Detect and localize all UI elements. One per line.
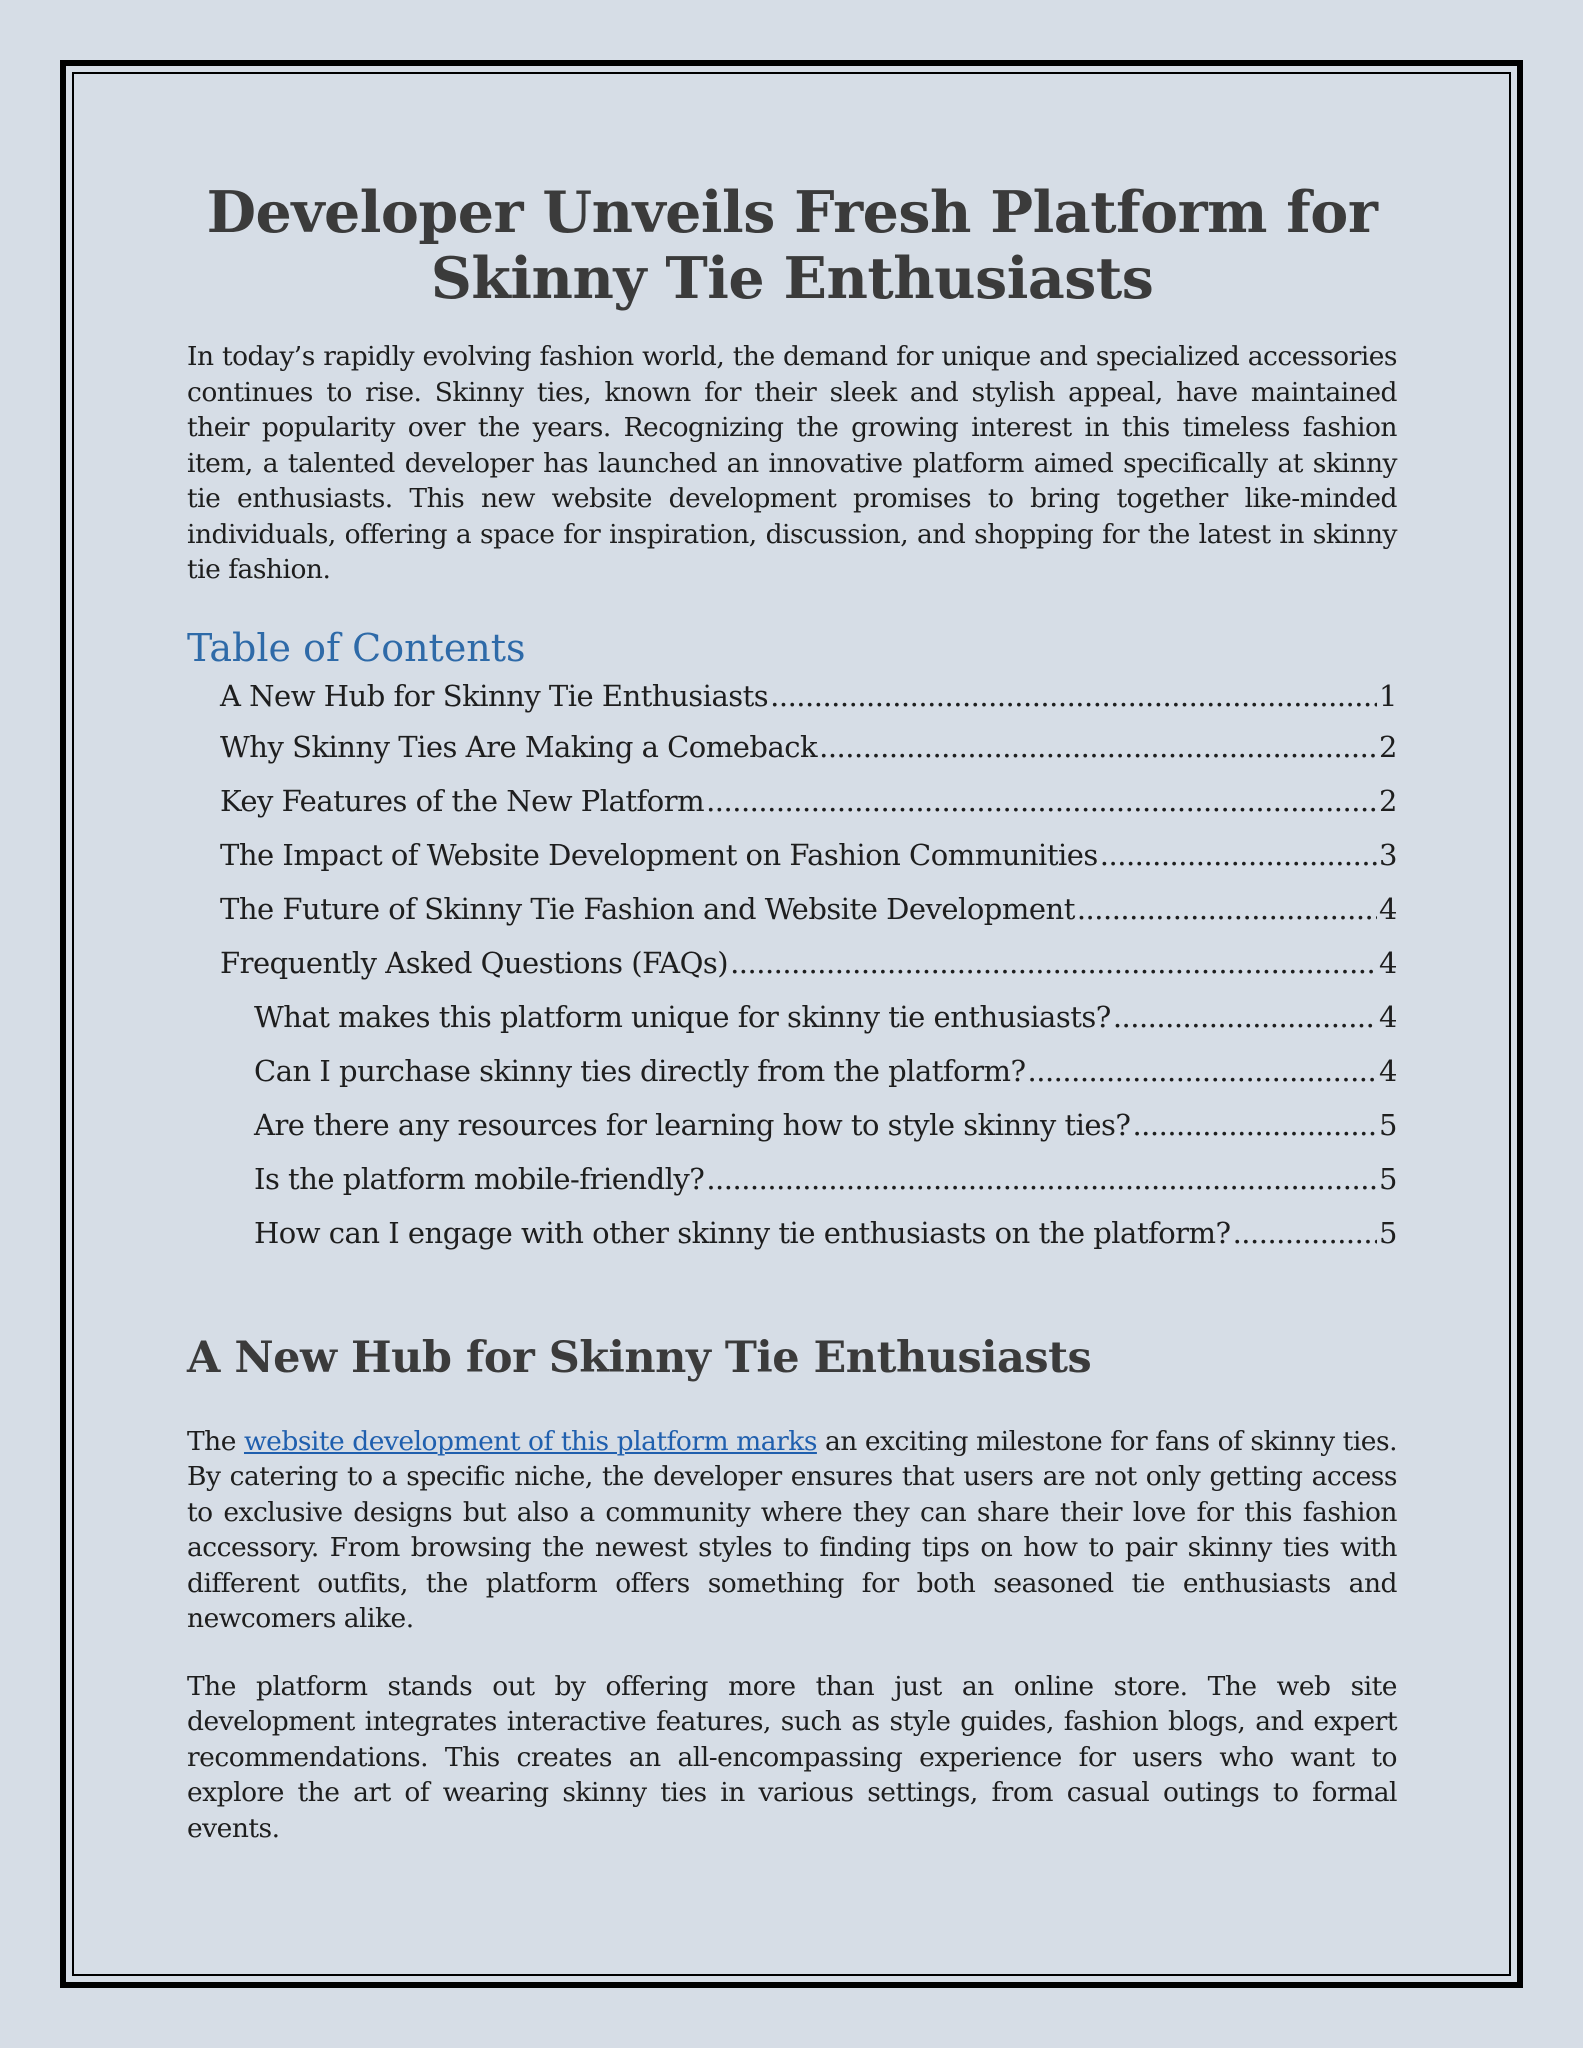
toc-dot-leader (706, 1152, 1377, 1206)
toc-page-number: 4 (1379, 945, 1397, 980)
toc-page-number: 2 (1379, 783, 1397, 818)
toc-entry-text: Key Features of the New Platform (220, 783, 705, 818)
toc-entry[interactable] (187, 774, 1397, 828)
toc-dot-leader (1113, 990, 1377, 1044)
toc-dot-leader (770, 672, 1377, 720)
toc-page-number: 5 (1379, 1215, 1397, 1250)
toc-heading: Table of Contents (187, 625, 526, 670)
toc-entry[interactable] (187, 882, 1397, 936)
table-of-contents (187, 672, 1397, 1260)
section-paragraph (187, 1424, 1397, 1637)
toc-entry[interactable] (187, 672, 1397, 720)
toc-page-number: 3 (1379, 837, 1397, 872)
section-paragraph: The platform stands out by offering more than just an online store. The web site development integrates interactive features, such as style guides, fashion blogs, and expert recommendations. This creates an all-encompassing experience for users who want to explore the art of wearing skinny ties in various settings, from casual outings to formal events. (187, 1670, 1397, 1844)
toc-entry-text: Are there any resources for learning how to style skinny ties? (254, 1107, 1131, 1142)
toc-dot-leader (1077, 882, 1377, 936)
toc-page-number: 5 (1379, 1107, 1397, 1142)
toc-page-number: 4 (1379, 999, 1397, 1034)
paragraph-text: an exciting milestone for fans of skinny ties. By catering to a specific niche, the developer ensures that users are not only getting access to exclusive designs but also a community where they can share their love for this fashion accessory. From browsing the newest styles to finding tips on how to pair skinny ties with different outfits, the platform offers something for both seasoned tie enthusiasts and newcomers alike. (187, 1425, 1397, 1635)
intro-paragraph: In today’s rapidly evolving fashion world, the demand for unique and specialized accessories continues to rise. Skinny ties, known for their sleek and stylish appeal, have maintained their popularity over the years. Recognizing the growing interest in this timeless fashion item, a talented developer has launched an innovative platform aimed specifically at skinny tie enthusiasts. This new website development promises to bring together like-minded individuals, offering a space for inspiration, discussion, and shopping for the latest in skinny tie fashion. (187, 341, 1397, 586)
toc-entry-text: How can I engage with other skinny tie enthusiasts on the platform? (254, 1215, 1231, 1250)
toc-entry-text: Can I purchase skinny ties directly from the platform? (254, 1053, 1026, 1088)
toc-dot-leader (1132, 1098, 1377, 1152)
toc-entry-text: Why Skinny Ties Are Making a Comeback (220, 729, 818, 764)
toc-page-number: 2 (1379, 729, 1397, 764)
website-development-link[interactable]: website development of this platform marks (243, 1425, 817, 1457)
toc-subentry[interactable] (187, 1044, 1397, 1098)
toc-subentry[interactable] (187, 1152, 1397, 1206)
toc-dot-leader (706, 774, 1377, 828)
toc-entry[interactable] (187, 936, 1397, 990)
toc-entry-text: What makes this platform unique for skinny tie enthusiasts? (254, 999, 1111, 1034)
section-heading: A New Hub for Skinny Tie Enthusiasts (187, 1332, 1092, 1383)
toc-entry-text: The Impact of Website Development on Fashion Communities (220, 837, 1098, 872)
paragraph-text: The (187, 1425, 244, 1457)
toc-dot-leader (1100, 828, 1377, 882)
toc-entry-text: A New Hub for Skinny Tie Enthusiasts (220, 678, 769, 713)
toc-dot-leader (1028, 1044, 1378, 1098)
toc-dot-leader (1233, 1206, 1377, 1260)
toc-subentry[interactable] (187, 990, 1397, 1044)
toc-entry-text: The Future of Skinny Tie Fashion and Website Development (220, 891, 1075, 926)
toc-dot-leader (730, 936, 1377, 990)
document-body (187, 180, 1397, 1846)
toc-entry[interactable] (187, 828, 1397, 882)
toc-page-number: 5 (1379, 1161, 1397, 1196)
toc-entry-text: Frequently Asked Questions (FAQs) (220, 945, 729, 980)
toc-page-number: 1 (1379, 678, 1397, 713)
toc-page-number: 4 (1379, 891, 1397, 926)
document-title: Developer Unveils Fresh Platform for Skinny Tie Enthusiasts (206, 179, 1378, 312)
toc-entry-text: Is the platform mobile-friendly? (254, 1161, 705, 1196)
toc-subentry[interactable] (187, 1206, 1397, 1260)
toc-subentry[interactable] (187, 1098, 1397, 1152)
toc-page-number: 4 (1379, 1053, 1397, 1088)
toc-entry[interactable] (187, 720, 1397, 774)
toc-dot-leader (819, 720, 1377, 774)
